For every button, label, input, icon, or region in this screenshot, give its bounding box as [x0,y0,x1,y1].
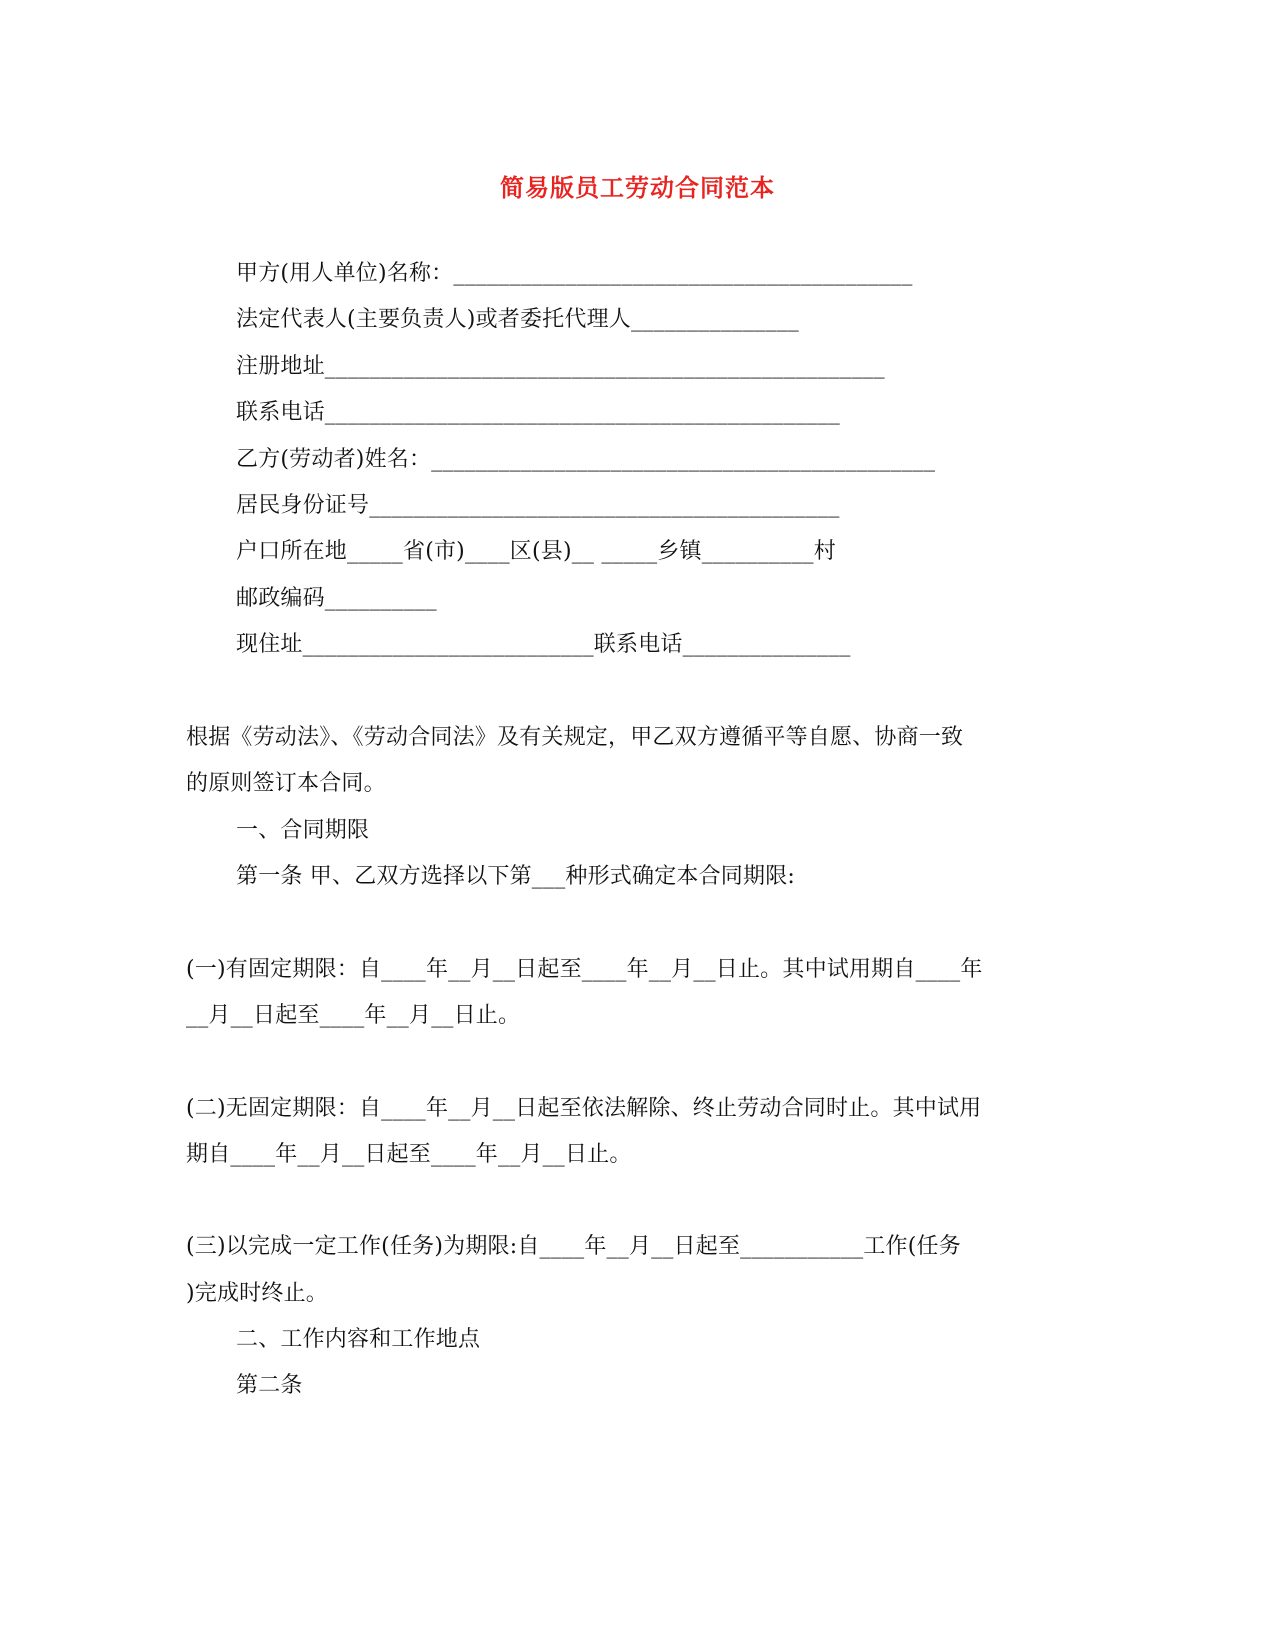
legal-representative-field: 法定代表人(主要负责人)或者委托代理人_______________ [236,307,799,332]
id-number-field: 居民身份证号__________________________________________ [236,493,840,518]
option-fixed-term-line-2: __月__日起至____年__月__日止。 [186,1003,521,1028]
postal-code-field: 邮政编码__________ [236,586,437,611]
party-a-name-field: 甲方(用人单位)名称：_________________________________________ [236,261,913,286]
current-address-field: 现住址__________________________联系电话_______________ [236,632,851,657]
party-a-phone-field: 联系电话______________________________________________ [236,400,841,425]
option-task-term-line-2: )完成时终止。 [186,1281,328,1306]
article-2: 第二条 [236,1373,303,1398]
option-open-term-line-1: (二)无固定期限：自____年__月__日起至依法解除、终止劳动合同时止。其中试用 [186,1096,982,1121]
section-heading-term: 一、合同期限 [236,818,370,843]
preamble-line-1: 根据《劳动法》、《劳动合同法》及有关规定，甲乙双方遵循平等自愿、协商一致 [186,725,964,750]
preamble-line-2: 的原则签订本合同。 [186,771,386,796]
registered-address-field: 注册地址__________________________________________________ [236,354,885,379]
option-open-term-line-2: 期自____年__月__日起至____年__月__日止。 [186,1142,632,1167]
option-task-term-line-1: (三)以完成一定工作(任务)为期限:自____年__月__日起至___________工作(任务 [186,1234,961,1259]
document-title: 简易版员工劳动合同范本 [500,174,775,202]
household-registration-field: 户口所在地_____省(市)____区(县)__ _____乡镇__________村 [236,539,836,564]
option-fixed-term-line-1: (一)有固定期限：自____年__月__日起至____年__月__日止。其中试用期自____年 [186,957,983,982]
section-heading-work: 二、工作内容和工作地点 [236,1327,481,1352]
article-1: 第一条 甲、乙双方选择以下第___种形式确定本合同期限: [236,864,796,889]
party-b-name-field: 乙方(劳动者)姓名：_____________________________________________ [236,447,936,472]
